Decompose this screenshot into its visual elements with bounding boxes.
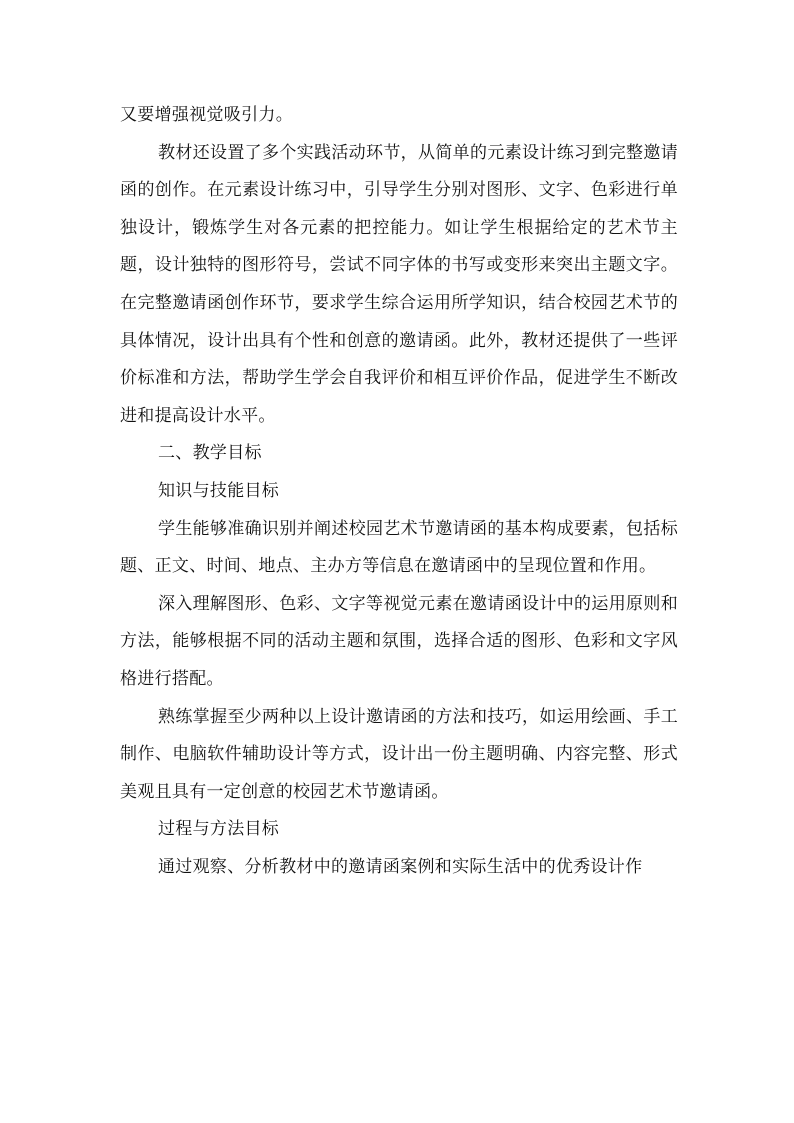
paragraph-observe-analyze: 通过观察、分析教材中的邀请函案例和实际生活中的优秀设计作 — [158, 856, 643, 877]
paragraph-design-methods: 熟练掌握至少两种以上设计邀请函的方法和技巧，如运用绘画、手工制作、电脑软件辅助设计等方式，设计出一份主题明确、内容完整、形式美观且具有一定创意的校园艺术节邀请函。 — [120, 706, 678, 802]
document-body — [120, 97, 678, 886]
section-heading-teaching-goals: 二、教学目标 — [158, 443, 262, 464]
paragraph-visual-elements: 深入理解图形、色彩、文字等视觉元素在邀请函设计中的运用原则和方法，能够根据不同的活动主题和氛围，选择合适的图形、色彩和文字风格进行搭配。 — [120, 593, 678, 689]
subheading-process-methods: 过程与方法目标 — [158, 819, 280, 840]
paragraph-materials-activities: 教材还设置了多个实践活动环节，从简单的元素设计练习到完整邀请函的创作。在元素设计练习中，引导学生分别对图形、文字、色彩进行单独设计，锻炼学生对各元素的把控能力。如让学生根据给定的艺术节主题，设计独特的图形符号，尝试不同字体的书写或变形来突出主题文字。在完整邀请函创作环节，要求学生综合运用所学知识，结合校园艺术节的具体情况，设计出具有个性和创意的邀请函。此外，教材还提供了一些评价标准和方法，帮助学生学会自我评价和相互评价作品，促进学生不断改进和提高设计水平。 — [120, 142, 678, 426]
paragraph-continuation: 又要增强视觉吸引力。 — [120, 105, 293, 125]
subheading-knowledge-skills: 知识与技能目标 — [158, 480, 280, 501]
paragraph-identify-elements: 学生能够准确识别并阐述校园艺术节邀请函的基本构成要素，包括标题、正文、时间、地点、主办方等信息在邀请函中的呈现位置和作用。 — [120, 518, 678, 577]
